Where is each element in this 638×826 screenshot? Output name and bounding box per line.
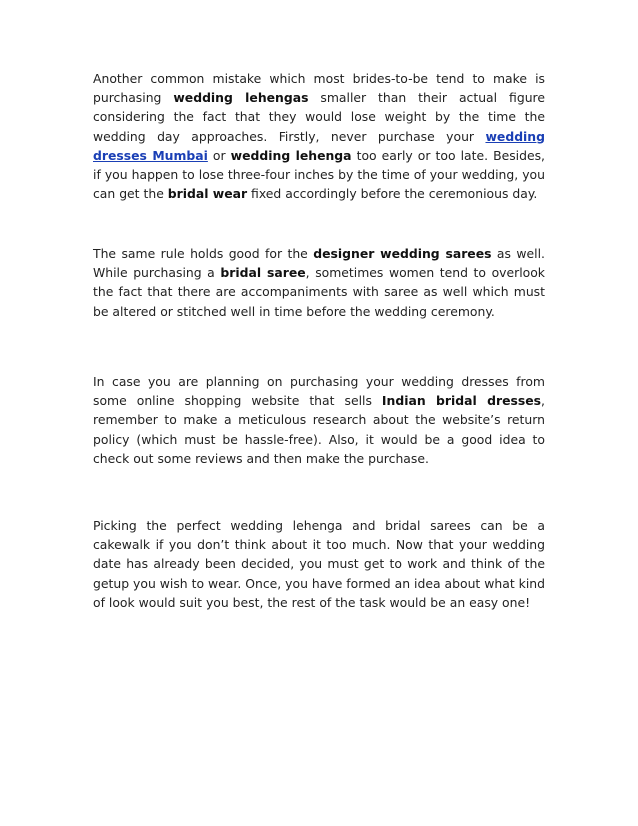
keyword-wedding-lehengas: wedding lehengas	[173, 90, 309, 106]
text-segment: fixed accordingly before the ceremonious day.	[247, 186, 538, 202]
keyword-designer-wedding-sarees: designer wedding sarees	[313, 246, 492, 261]
text-segment: as well. While purchasing a	[93, 246, 545, 281]
wedding-dresses-mumbai-link[interactable]: wedding dresses Mumbai	[93, 128, 545, 163]
text-segment: or	[207, 147, 231, 163]
text-segment: Another common mistake which most brides-to-be tend to make is purchasing	[93, 71, 545, 106]
keyword-indian-bridal-dresses: Indian bridal dresses	[381, 393, 542, 409]
keyword-wedding-lehenga: wedding lehenga	[230, 147, 352, 163]
paragraph-wedding-lehengas	[93, 69, 545, 203]
text-segment: too early or too late. Besides, if you happen to lose three-four inches by the time of your wedding, you can get the	[93, 147, 545, 202]
paragraph-picking-lehenga	[93, 516, 545, 612]
text-segment: smaller than their actual figure considering the fact that they would lose weight by the time the wedding day approaches. Firstly, never purchase your	[93, 90, 545, 144]
paragraph-online-shopping	[93, 372, 545, 468]
text-segment: Picking the perfect wedding lehenga and bridal sarees can be a cakewalk if you don’t think about it too much. Now that your wedding date has already been decided, you must get to work and think of the getup you wish to wear. Once, you have formed an idea about what kind of look would suit you best, the rest of the task would be an easy one!	[93, 518, 545, 610]
keyword-bridal-wear: bridal wear	[167, 186, 248, 202]
text-segment: , remember to make a meticulous research about the website’s return policy (which must be hassle-free). Also, it would be a good idea to check out some reviews and then make the purchase.	[93, 393, 545, 466]
keyword-bridal-saree: bridal saree	[220, 265, 306, 281]
text-segment: , sometimes women tend to overlook the fact that there are accompaniments with saree as well which must be altered or stitched well in time before the wedding ceremony.	[93, 265, 545, 319]
paragraph-designer-sarees	[93, 244, 545, 321]
text-segment: The same rule holds good for the	[93, 246, 314, 261]
text-segment: In case you are planning on purchasing your wedding dresses from some online shopping website that sells	[93, 374, 545, 409]
